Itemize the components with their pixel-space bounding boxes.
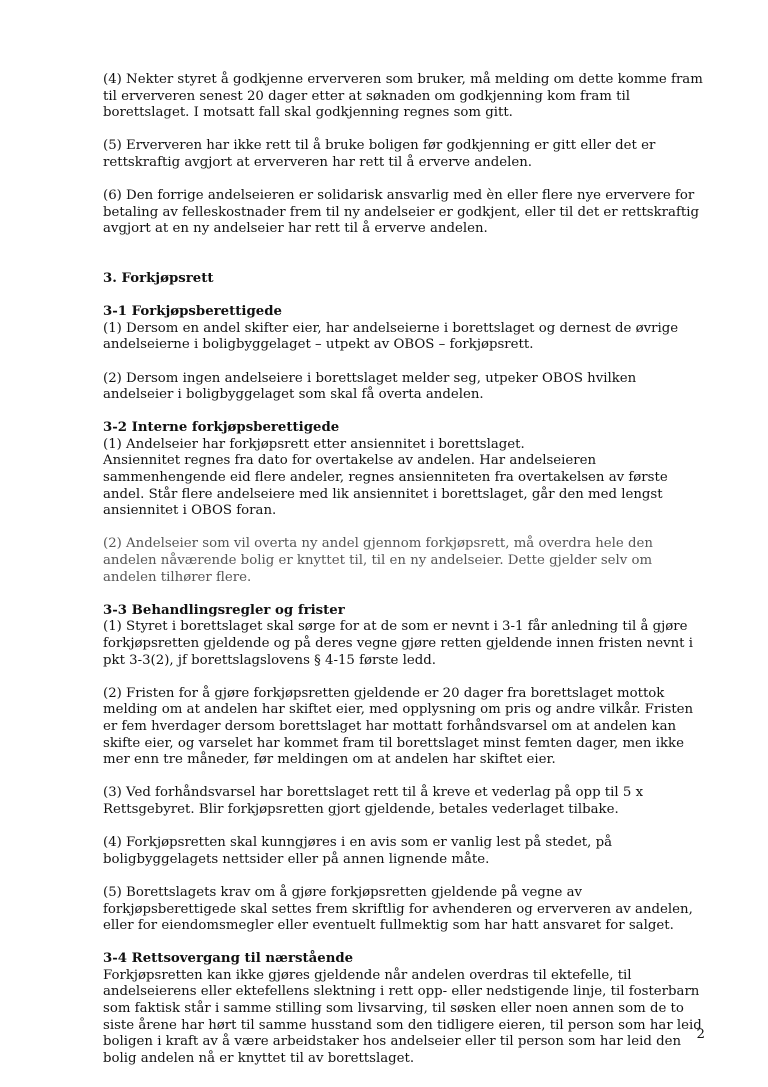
subsection-3-2-heading: 3-2 Interne forkjøpsberettigede [103, 420, 340, 436]
paragraph-3-1-2: (2) Dersom ingen andelseiere i borettslaget melder seg, utpeker OBOS hvilken andelseier i boligbyggelaget som skal få overta andelen. [103, 370, 637, 403]
paragraph-3-3-2: (2) Fristen for å gjøre forkjøpsretten gjeldende er 20 dager fra borettslaget mottok melding om at andelen har skiftet eier, med opplysning om pris og andre vilkår. Fristen er fem hverdager dersom borettslaget har mottatt forhåndsvarsel om at andelen kan skifte eier, og varselet har kommet fram til borettslaget minst femten dager, men ikke mer enn tre måneder, før meldingen om at andelen har skiftet eier. [103, 685, 694, 768]
paragraph-3-3-5: (5) Borettslagets krav om å gjøre forkjøpsretten gjeldende på vegne av forkjøpsberettigede skal settes frem skriftlig for avhenderen og erververen av andelen, eller for eiendomsmegler eller eventuelt fullmektig som har hatt ansvaret for salget. [103, 884, 693, 934]
paragraph-3-3-3: (3) Ved forhåndsvarsel har borettslaget rett til å kreve et vederlag på opp til 5 x Rettsgebyret. Blir forkjøpsretten gjort gjeldende, betales vederlaget tilbake. [103, 785, 644, 817]
subsection-3-4-heading: 3-4 Rettsovergang til nærstående [103, 951, 354, 967]
section-3-heading: 3. Forkjøpsrett [103, 270, 214, 286]
paragraph-3-1-1: (1) Dersom en andel skifter eier, har andelseierne i borettslaget og dernest de øvrige andelseierne i boligbyggelaget – utpekt av OBOS – forkjøpsrett. [103, 320, 679, 353]
subsection-3-1-heading: 3-1 Forkjøpsberettigede [103, 304, 282, 320]
document-page [103, 72, 708, 1067]
paragraph-3-3-1: (1) Styret i borettslaget skal sørge for at de som er nevnt i 3-1 får anledning til å gjøre forkjøpsretten gjeldende og på deres vegne gjøre retten gjeldende innen fristen nevnt i pkt 3-3(2), jf borettslagslovens § 4-15 første ledd. [103, 619, 694, 668]
paragraph-2-6: (6) Den forrige andelseieren er solidarisk ansvarlig med èn eller flere nye erververe for betaling av felleskostnader frem til ny andelseier er godkjent, eller til det er rettskraftig avgjort at en ny andelseier har rett til å erverve andelen. [103, 188, 699, 237]
paragraph-3-2-1: (1) Andelseier har forkjøpsrett etter ansiennitet i borettslaget. Ansiennitet regnes fra dato for overtakelse av andelen. Har andelseieren sammenhengende eid flere andeler, regnes ansienniteten fra overtakelsen av første andel. Står flere andelseiere med lik ansiennitet i borettslaget, går den med lengst ansiennitet i OBOS foran. [103, 436, 668, 519]
paragraph-3-3-4: (4) Forkjøpsretten skal kunngjøres i en avis som er vanlig lest på stedet, på boligbyggelagets nettsider eller på annen lignende måte. [103, 835, 613, 867]
paragraph-2-4: (4) Nekter styret å godkjenne erververen som bruker, må melding om dette komme fram til erververen senest 20 dager etter at søknaden om godkjenning kom fram til borettslaget. I motsatt fall skal godkjenning regnes som gitt. [103, 72, 703, 121]
paragraph-3-4-1: Forkjøpsretten kan ikke gjøres gjeldende når andelen overdras til ektefelle, til andelseierens eller ektefellens slektning i rett opp- eller nedstigende linje, til fosterbarn som faktisk står i samme stilling som livsarving, til søsken eller noen annen som de to siste årene har hørt til samme husstand som den tidligere eieren, til person som har leid boligen i kraft av å være arbeidstaker hos andelseier eller til person som har leid den bolig andelen nå er knyttet til av borettslaget. [103, 967, 702, 1066]
paragraph-2-5: (5) Erververen har ikke rett til å bruke boligen før godkjenning er gitt eller det er rettskraftig avgjort at erververen har rett til å erverve andelen. [103, 138, 656, 170]
page-number: 2 [696, 1027, 705, 1042]
paragraph-3-2-2: (2) Andelseier som vil overta ny andel gjennom forkjøpsrett, må overdra hele den andelen nåværende bolig er knyttet til, til en ny andelseier. Dette gjelder selv om andelen tilhører flere. [103, 536, 653, 585]
subsection-3-3-heading: 3-3 Behandlingsregler og frister [103, 602, 345, 618]
